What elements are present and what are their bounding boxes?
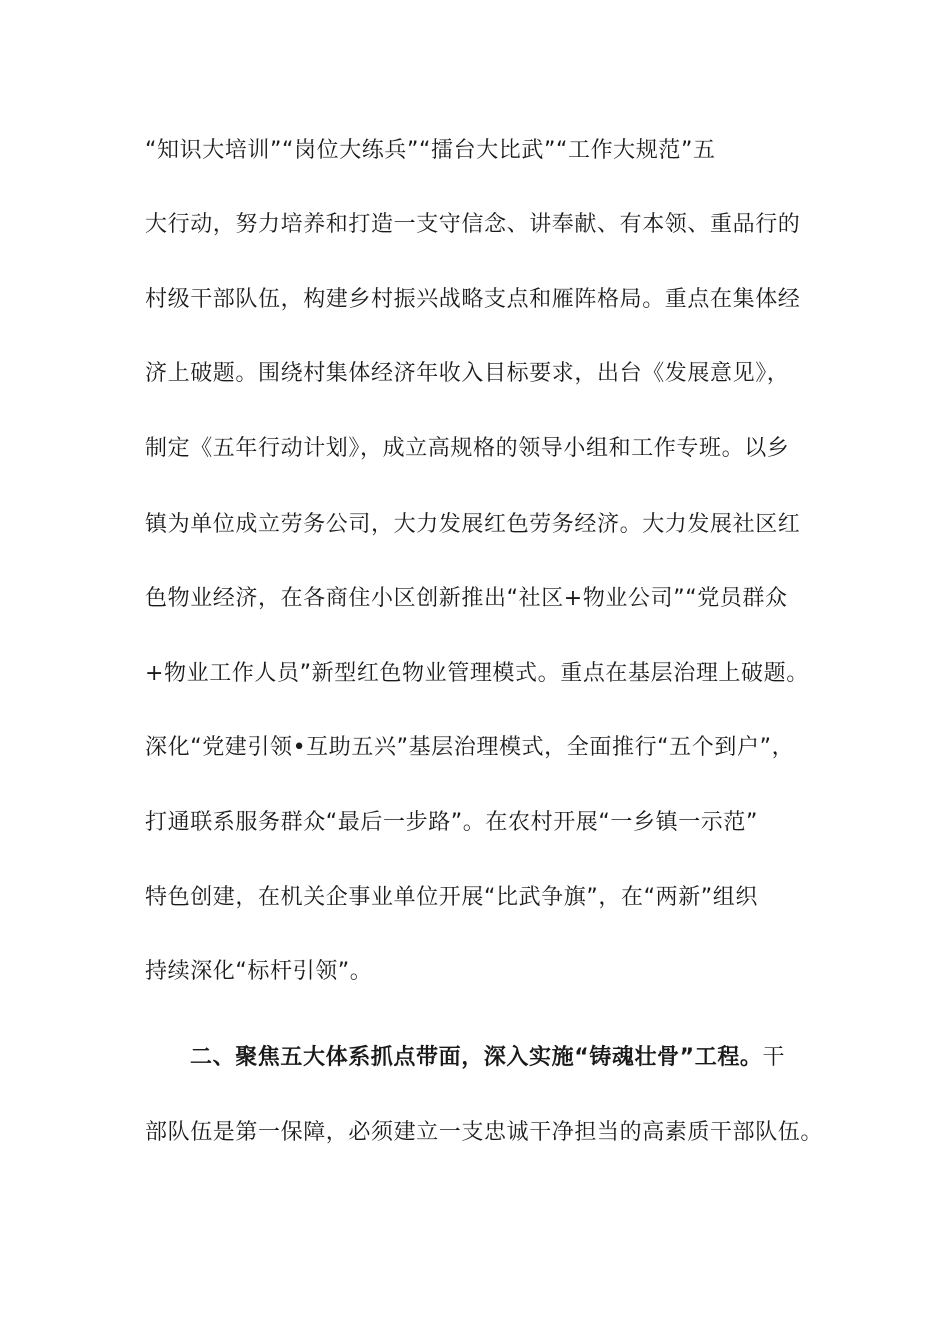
body-text-line: 打通联系服务群众“最后一步路”。在农村开展“一乡镇一示范” bbox=[145, 810, 758, 835]
body-text-line: 色物业经济，在各商住小区创新推出“社区+物业公司”“党员群众 bbox=[145, 586, 788, 611]
body-text-line: 村级干部队伍，构建乡村振兴战略支点和雁阵格局。重点在集体经 bbox=[145, 287, 801, 312]
body-text-line: 特色创建，在机关企事业单位开展“比武争旗”，在“两新”组织 bbox=[145, 885, 758, 910]
heading-trailing-text: 干 bbox=[762, 1045, 786, 1070]
body-text-line: 部队伍是第一保障，必须建立一支忠诚干净担当的高素质干部队伍。 bbox=[145, 1120, 824, 1145]
body-text-line: 济上破题。围绕村集体经济年收入目标要求，出台《发展意见》， bbox=[145, 361, 790, 386]
body-text-line: 深化“党建引领•互助五兴”基层治理模式，全面推行“五个到户”， bbox=[145, 735, 795, 760]
body-text-line: 制定《五年行动计划》，成立高规格的领导小组和工作专班。以乡 bbox=[145, 436, 790, 461]
body-text-line: 持续深化“标杆引领”。 bbox=[145, 959, 373, 984]
section-heading: 二、聚焦五大体系抓点带面，深入实施“铸魂壮骨”工程。 bbox=[190, 1045, 763, 1070]
body-text-line: +物业工作人员”新型红色物业管理模式。重点在基层治理上破题。 bbox=[145, 661, 809, 686]
body-text-line: 镇为单位成立劳务公司，大力发展红色劳务经济。大力发展社区红 bbox=[145, 512, 801, 537]
body-text-line: “知识大培训”“岗位大练兵”“擂台大比武”“工作大规范”五 bbox=[145, 138, 716, 163]
section-heading-line bbox=[190, 1043, 785, 1073]
body-text-line: 大行动，努力培养和打造一支守信念、讲奉献、有本领、重品行的 bbox=[145, 212, 801, 237]
